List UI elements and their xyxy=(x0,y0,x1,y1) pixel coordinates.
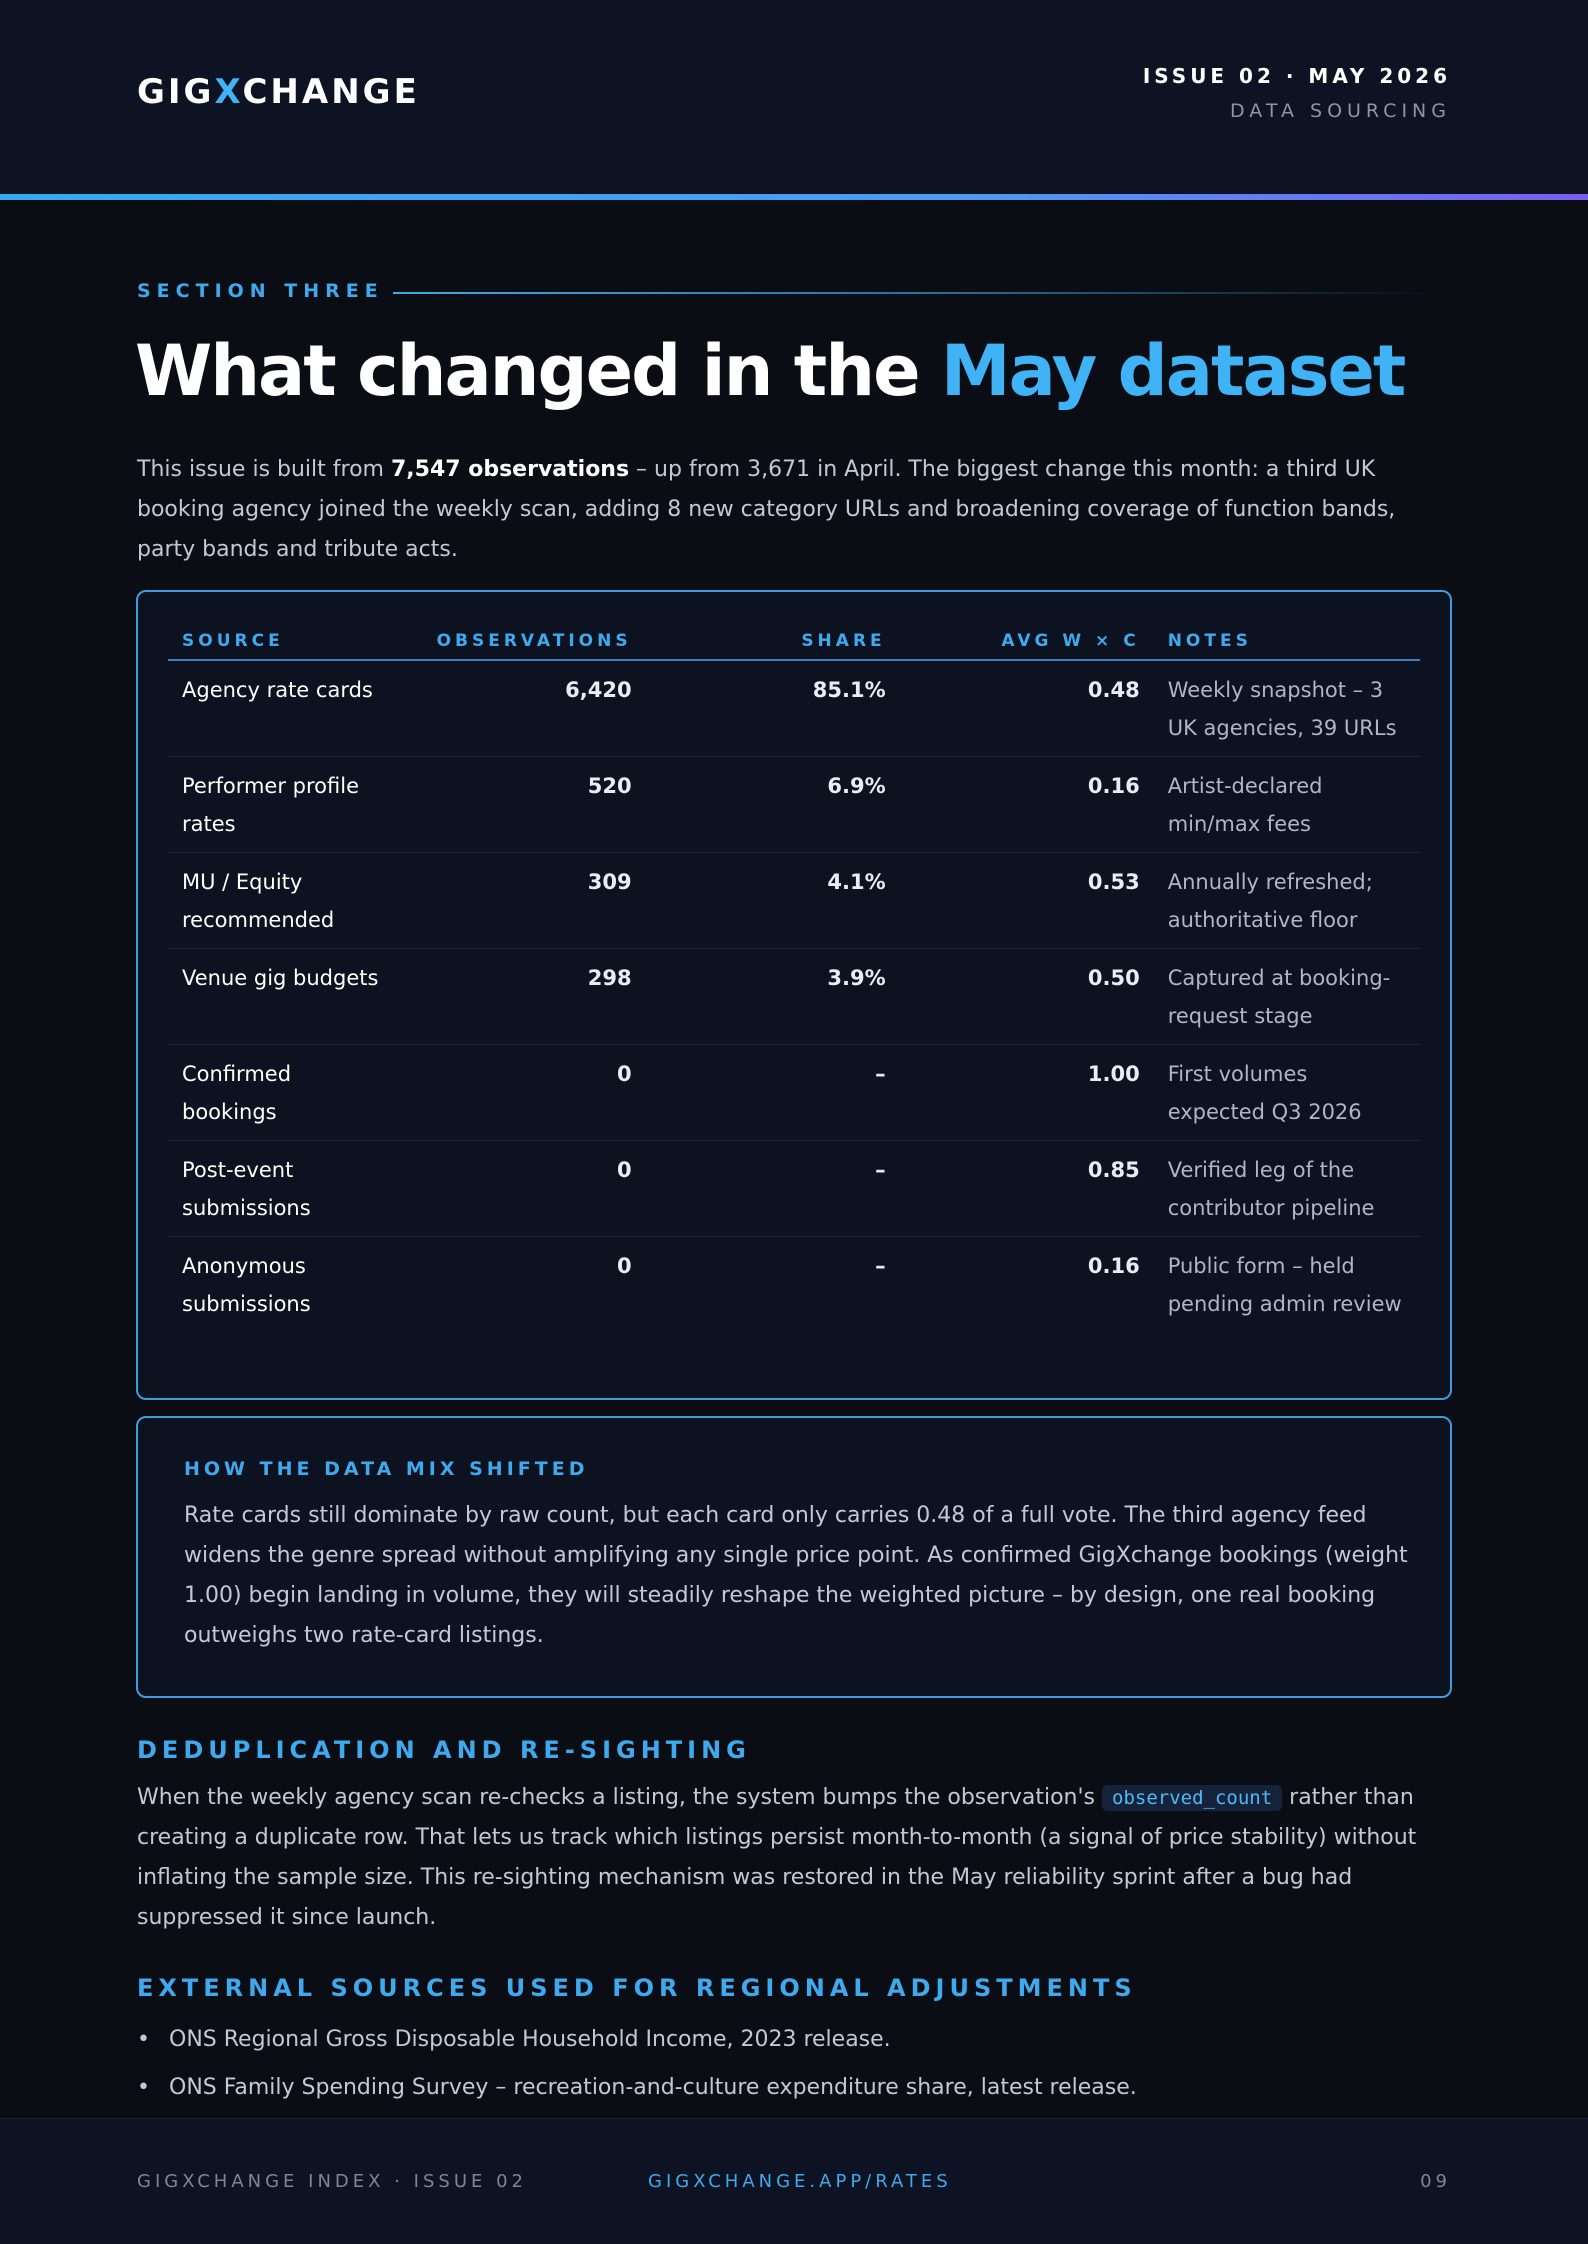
table-row xyxy=(168,1045,1420,1141)
table-row xyxy=(168,757,1420,853)
list-item xyxy=(137,2064,1457,2112)
cell-source: Post-event submissions xyxy=(168,1141,402,1237)
intro-paragraph xyxy=(137,450,1457,570)
cell-avg: 0.48 xyxy=(900,660,1154,757)
page-number: 09 xyxy=(1420,2171,1451,2192)
cell-source: Performer profile rates xyxy=(168,757,402,853)
page-header xyxy=(0,0,1588,194)
col-header-notes: NOTES xyxy=(1154,622,1420,660)
bullet-icon: • xyxy=(137,2027,150,2052)
logo-part-x: X xyxy=(214,72,243,112)
dedup-text-2: rather than creating a duplicate row. That lets us track which listings persist month-to-month (a signal of price stability) without inflating the sample size. This re-sighting mechanism was restored in the May reliability sprint after a bug had suppressed it since launch. xyxy=(137,1785,1417,1930)
cell-observations: 0 xyxy=(402,1141,646,1237)
page-title-highlight: May dataset xyxy=(940,330,1405,412)
page-title-main: What changed in the xyxy=(135,330,941,412)
cell-observations: 309 xyxy=(402,853,646,949)
cell-share: 4.1% xyxy=(646,853,900,949)
footer-link[interactable]: GIGXCHANGE.APP/RATES xyxy=(648,2171,952,2192)
cell-share: 85.1% xyxy=(646,660,900,757)
brand-logo xyxy=(137,72,420,112)
cell-source: Confirmed bookings xyxy=(168,1045,402,1141)
callout-heading: HOW THE DATA MIX SHIFTED xyxy=(184,1458,589,1480)
sources-table xyxy=(168,622,1420,1332)
table-row xyxy=(168,1141,1420,1237)
bullet-icon: • xyxy=(137,2075,150,2100)
cell-notes: Weekly snapshot – 3 UK agencies, 39 URLs xyxy=(1154,660,1420,757)
issue-label: ISSUE 02 · MAY 2026 xyxy=(1142,64,1451,88)
inline-code: observed_count xyxy=(1102,1785,1282,1811)
cell-observations: 520 xyxy=(402,757,646,853)
cell-observations: 0 xyxy=(616,1254,632,1278)
eyebrow-divider xyxy=(393,292,1433,294)
list-item-text: ONS Family Spending Survey – recreation-and-culture expenditure share, latest release. xyxy=(169,2075,1137,2100)
cell-avg: 0.85 xyxy=(900,1141,1154,1237)
dedup-paragraph xyxy=(137,1778,1457,1938)
dedup-text-1: When the weekly agency scan re-checks a listing, the system bumps the observation's xyxy=(137,1785,1102,1810)
callout-body: Rate cards still dominate by raw count, but each card only carries 0.48 of a full vote. The third agency feed widens the genre spread without amplifying any single price point. As confirmed GigXchange bookings (weight 1.00) begin landing in volume, they will steadily reshape the weighted picture – by design, one real booking outweighs two rate-card listings. xyxy=(184,1503,1408,1648)
col-header-share: SHARE xyxy=(646,622,900,660)
table-header-row xyxy=(168,622,1420,660)
col-header-source: SOURCE xyxy=(168,622,402,660)
col-header-avg: AVG W × C xyxy=(900,622,1154,660)
dedup-heading: DEDUPLICATION AND RE-SIGHTING xyxy=(137,1736,751,1764)
cell-notes: Annually refreshed; authoritative floor xyxy=(1154,853,1420,949)
cell-source: Agency rate cards xyxy=(168,660,402,757)
intro-text-2: – up from 3,671 in April. The biggest change this month: a third UK booking agency joined the weekly scan, adding 8 new category URLs and broadening coverage of function bands, party bands and tribute acts. xyxy=(137,457,1396,562)
cell-share: – xyxy=(646,1045,900,1141)
footer-publication: GIGXCHANGE INDEX · ISSUE 02 xyxy=(137,2171,527,2192)
cell-source: Anonymous submissions xyxy=(182,1254,311,1316)
cell-notes: Public form – held pending admin review xyxy=(1167,1254,1402,1316)
intro-bold: 7,547 observations xyxy=(390,457,630,482)
intro-text-1: This issue is built from xyxy=(137,457,391,482)
list-item xyxy=(137,2016,1457,2064)
section-eyebrow: SECTION THREE xyxy=(137,280,384,302)
external-sources-heading: EXTERNAL SOURCES USED FOR REGIONAL ADJUSTMENTS xyxy=(137,1974,1137,2002)
section-label: DATA SOURCING xyxy=(1230,100,1451,122)
col-header-observations: OBSERVATIONS xyxy=(402,622,646,660)
sources-table-card xyxy=(136,590,1452,1400)
cell-share: – xyxy=(646,1141,900,1237)
cell-avg: 0.50 xyxy=(900,949,1154,1045)
cell-notes: Verified leg of the contributor pipeline xyxy=(1154,1141,1420,1237)
header-accent-bar xyxy=(0,194,1588,200)
cell-share: 3.9% xyxy=(646,949,900,1045)
cell-notes: Artist-declared min/max fees xyxy=(1154,757,1420,853)
cell-notes: First volumes expected Q3 2026 xyxy=(1154,1045,1420,1141)
cell-avg: 0.16 xyxy=(1087,1254,1140,1278)
cell-avg: 0.16 xyxy=(900,757,1154,853)
cell-observations: 0 xyxy=(402,1045,646,1141)
cell-avg: 1.00 xyxy=(900,1045,1154,1141)
cell-observations: 6,420 xyxy=(402,660,646,757)
cell-observations: 298 xyxy=(402,949,646,1045)
cell-share: – xyxy=(875,1254,886,1278)
table-row xyxy=(168,1237,1420,1333)
table-row xyxy=(168,949,1420,1045)
cell-source: MU / Equity recommended xyxy=(168,853,402,949)
logo-part-change: CHANGE xyxy=(242,72,420,112)
page-footer xyxy=(0,2118,1588,2244)
list-item-text: ONS Regional Gross Disposable Household Income, 2023 release. xyxy=(169,2027,891,2052)
cell-share: 6.9% xyxy=(646,757,900,853)
table-row xyxy=(168,853,1420,949)
logo-part-gig: GIG xyxy=(137,72,215,112)
table-row xyxy=(168,660,1420,757)
page-title xyxy=(135,330,1404,412)
cell-avg: 0.53 xyxy=(900,853,1154,949)
cell-notes: Captured at booking-request stage xyxy=(1154,949,1420,1045)
cell-source: Venue gig budgets xyxy=(168,949,402,1045)
data-mix-callout xyxy=(136,1416,1452,1698)
external-sources-list xyxy=(137,2016,1457,2112)
